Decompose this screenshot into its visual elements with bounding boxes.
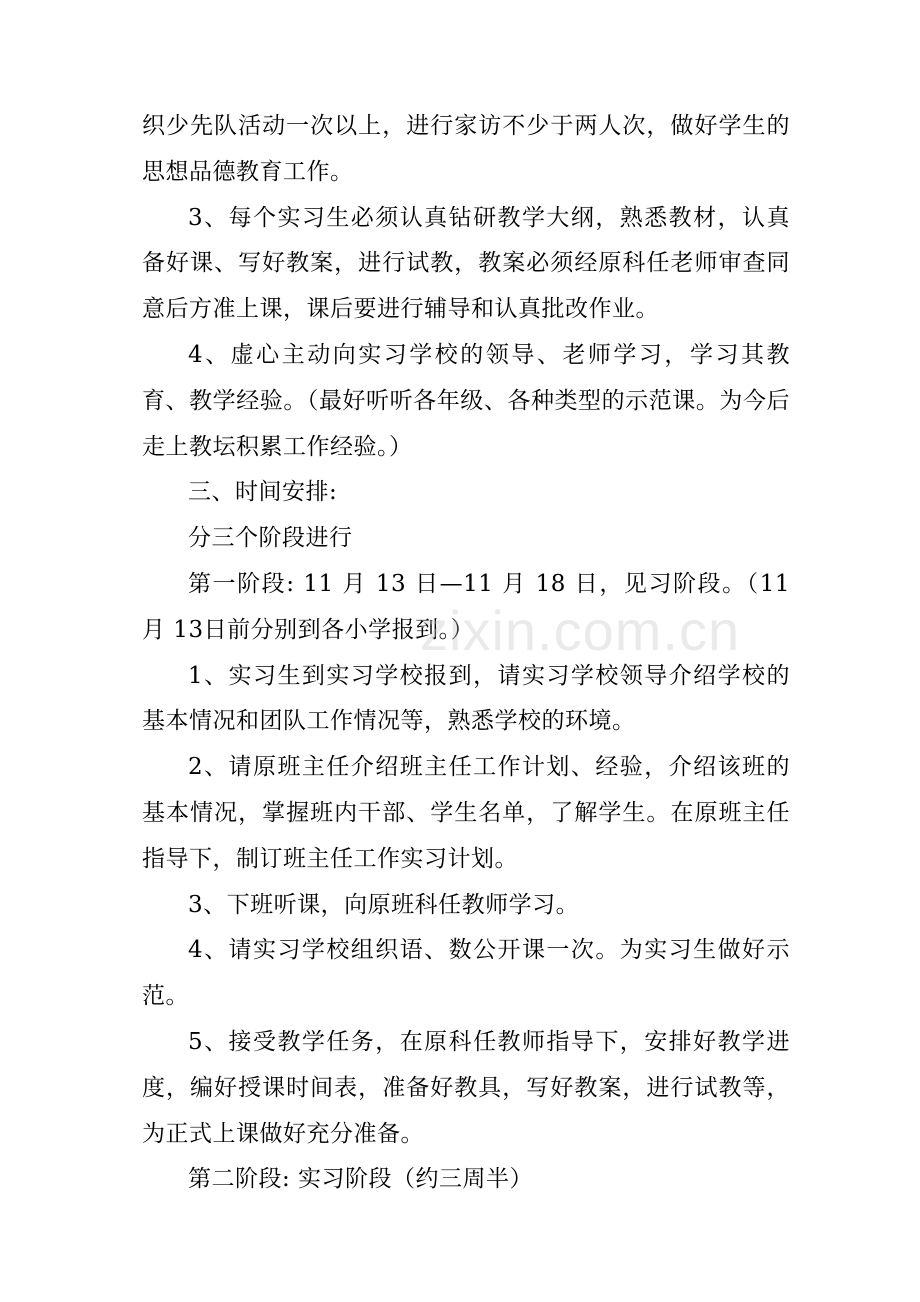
watermark-text: zixin.com.cn: [420, 599, 741, 662]
paragraph-stage-one-item-3: 3、下班听课，向原班科任教师学习。: [188, 891, 580, 918]
paragraph-stage-one-item-1: 1、实习生到实习学校报到，请实习学校领导介绍学校的基本情况和团队工作情况等，熟悉学校的环境。: [142, 662, 790, 735]
section-heading-schedule: 三、时间安排:: [188, 479, 338, 506]
paragraph-continuation: 织少先队活动一次以上，进行家访不少于两人次，做好学生的思想品德教育工作。: [142, 113, 790, 185]
paragraph-stage-two: 第二阶段: 实习阶段（约三周半）: [188, 1166, 534, 1193]
paragraph-stage-one-item-4: 4、请实习学校组织语、数公开课一次。为实习生做好示范。: [142, 937, 790, 1010]
paragraph-stage-one: 第一阶段: 11 月 13 日—11 月 18 日，见习阶段。（11 月 13日前分别到各小学报到。）: [142, 570, 790, 643]
paragraph-item-3: 3、每个实习生必须认真钻研教学大纲，熟悉教材，认真备好课、写好教案，进行试教，教案必须经原科任老师审查同意后方准上课，课后要进行辅导和认真批改作业。: [142, 204, 790, 323]
paragraph-stage-one-item-2: 2、请原班主任介绍班主任工作计划、经验，介绍该班的基本情况，掌握班内干部、学生名单，了解学生。在原班主任指导下，制订班主任工作实习计划。: [142, 754, 790, 872]
paragraph-item-4: 4、虚心主动向实习学校的领导、老师学习，学习其教育、教学经验。（最好听听各年级、各种类型的示范课。为今后走上教坛积累工作经验。）: [142, 341, 790, 460]
paragraph-three-stages: 分三个阶段进行: [188, 525, 353, 552]
paragraph-stage-one-item-5: 5、接受教学任务，在原科任教师指导下，安排好教学进度，编好授课时间表，准备好教具，写好教案，进行试教等，为正式上课做好充分准备。: [142, 1028, 790, 1147]
